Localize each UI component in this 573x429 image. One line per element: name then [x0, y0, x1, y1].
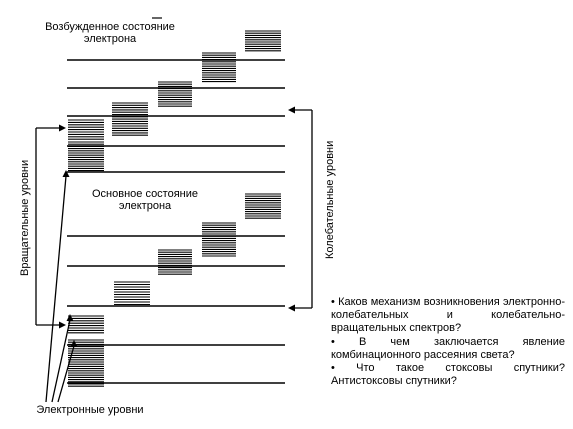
rotational-levels-label: Вращательные уровни [19, 159, 31, 276]
questions-list [331, 296, 565, 388]
question-item: • В чем заключается явление комбинационного рассеяния света? [331, 335, 565, 361]
arrow-head [67, 314, 74, 321]
arrow-head [288, 107, 295, 114]
electronic-levels-label: Электронные уровни [36, 404, 144, 416]
arrow-head [71, 340, 78, 347]
question-item: • Что такое стоксовы спутники? Антистоксовы спутники? [331, 362, 565, 388]
arrow-head [288, 305, 295, 312]
electronic-arrow [58, 346, 74, 402]
ground-state-title-line2: электрона [118, 200, 172, 212]
ground-state-title-line1: Основное состояние [91, 188, 199, 200]
arrow-head [59, 125, 66, 132]
vibrational-levels-label: Колебательные уровни [324, 140, 336, 259]
question-item: • Каков механизм возникновения электронно-колебательных и колебательно-вращательных спектров? [331, 296, 565, 335]
electronic-arrow [46, 176, 66, 402]
excited-state-title-line2: электрона [83, 33, 137, 45]
excited-state-title-line1: Возбужденное состояние [45, 21, 175, 33]
arrow-head [59, 322, 66, 329]
